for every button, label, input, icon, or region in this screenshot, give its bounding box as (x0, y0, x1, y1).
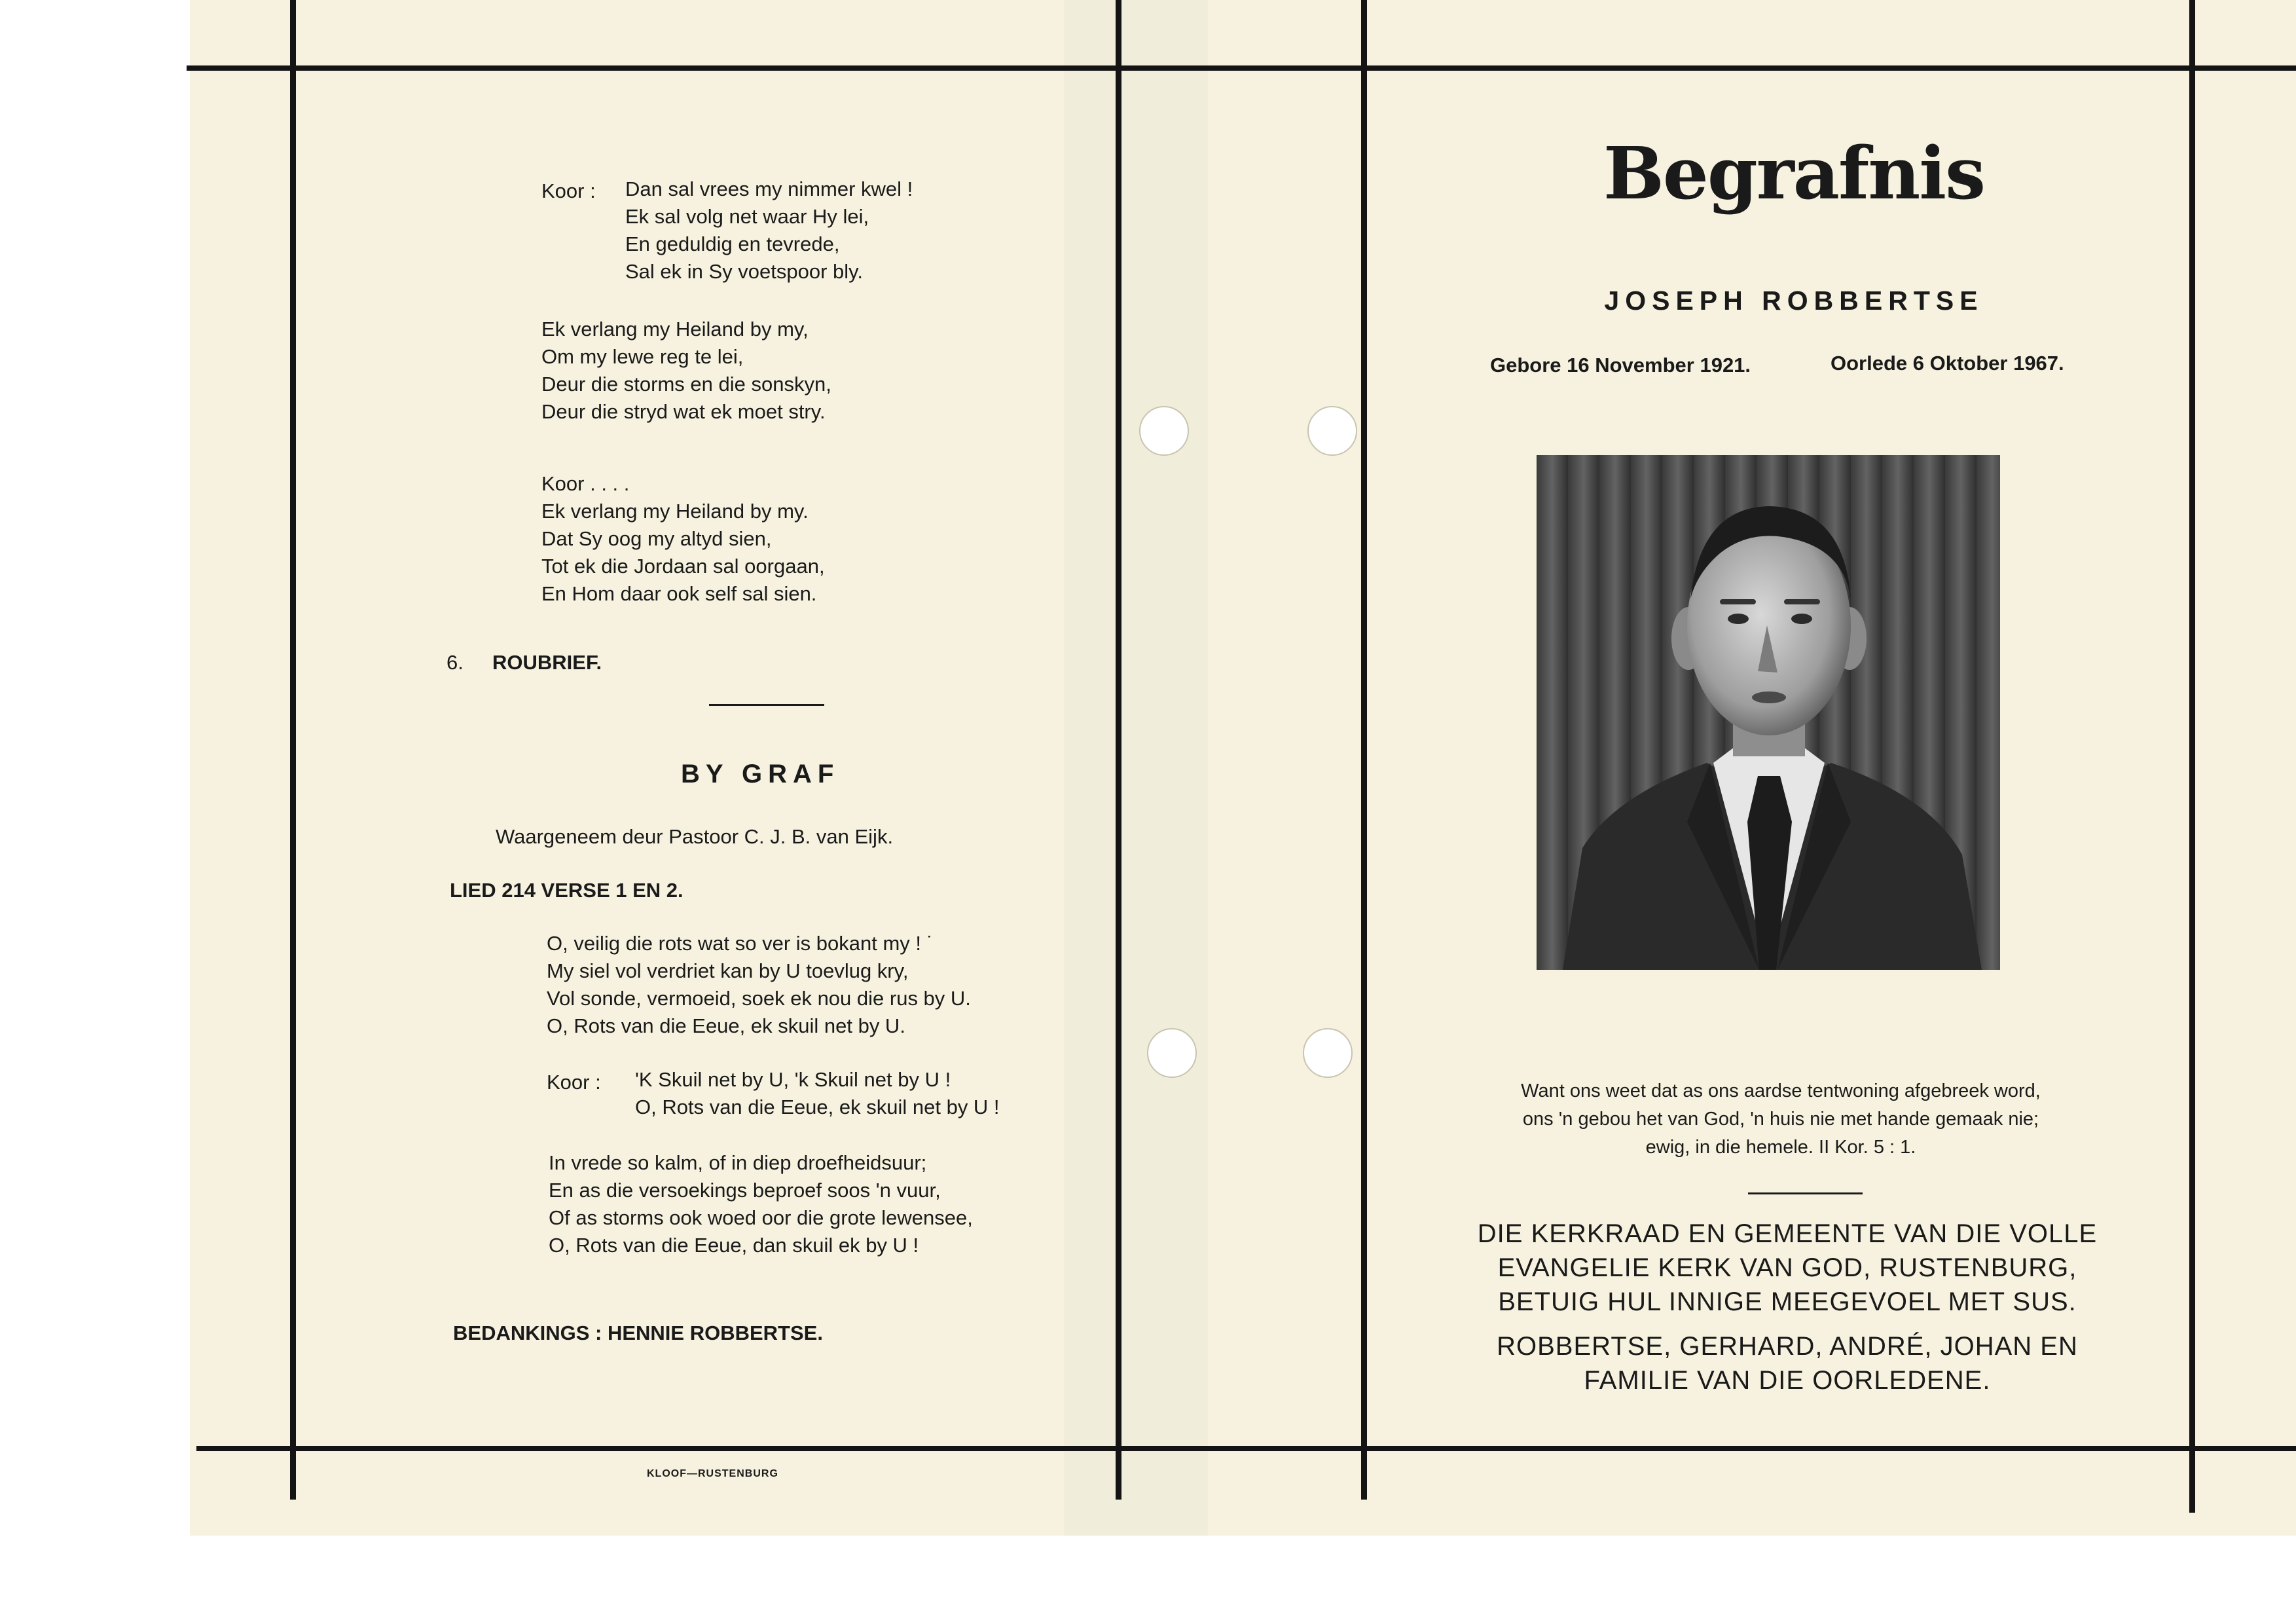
punch-hole (1303, 1028, 1353, 1078)
deceased-name: JOSEPH ROBBERTSE (1604, 286, 1984, 316)
printer-imprint: KLOOF—RUSTENBURG (647, 1468, 778, 1479)
center-fold (1064, 0, 1208, 1536)
border-right-inner (1361, 0, 1367, 1500)
border-bottom (196, 1446, 2296, 1451)
hymn-chorus-label: Koor : (547, 1071, 601, 1094)
punch-hole (1147, 1028, 1197, 1078)
punch-hole (1139, 406, 1189, 456)
death-date: Oorlede 6 Oktober 1967. (1831, 352, 2064, 375)
birth-date: Gebore 16 November 1921. (1490, 354, 1751, 377)
chorus-label: Koor : (541, 179, 596, 202)
section-divider (709, 704, 824, 706)
section-title: BY GRAF (681, 760, 840, 788)
scripture-quote: Want ons weet dat as ons aardse tentwoning afgebreek word, ons 'n gebou het van God, 'n huis nie met hande gemaak nie; ewig, in die hemele. II Kor. 5 : 1. (1521, 1080, 2041, 1158)
hymn-chorus-text: 'K Skuil net by U, 'k Skuil net by U ! O, Rots van die Eeue, ek skuil net by U ! (635, 1068, 1000, 1118)
portrait-illustration (1537, 455, 2000, 970)
item-title: ROUBRIEF. (492, 651, 602, 674)
hymn-verse-1: O, veilig die rots wat so ver is bokant my ! ˙ My siel vol verdriet kan by U toevlug kry, Vol sonde, vermoeid, soek ek nou die rus by U. O, Rots van die Eeue, ek skuil net by U. (547, 932, 971, 1037)
right-divider (1748, 1192, 1863, 1194)
thanks: BEDANKINGS : HENNIE ROBBERTSE. (453, 1321, 823, 1344)
border-right (2189, 0, 2195, 1513)
verse-heiland: Ek verlang my Heiland by my, Om my lewe reg te lei, Deur die storms en die sonskyn, Deur die stryd wat ek moet stry. (541, 318, 831, 423)
hymn-verse-2: In vrede so kalm, of in diep droefheidsuur; En as die versoekings beproef soos 'n vuur, Of as storms ook woed oor die grote lewensee, O, Rots van die Eeue, dan skuil ek by U ! (549, 1151, 973, 1257)
verse-jordaan: Koor . . . . Ek verlang my Heiland by my. Dat Sy oog my altyd sien, Tot ek die Jordaan sal oorgaan, En Hom daar ook self sal sien. (541, 472, 825, 605)
condolence-family: ROBBERTSE, GERHARD, ANDRÉ, JOHAN EN FAMILIE VAN DIE OORLEDENE. (1497, 1332, 2078, 1395)
condolence-church: DIE KERKRAAD EN GEMEENTE VAN DIE VOLLE EVANGELIE KERK VAN GOD, RUSTENBURG, BETUIG HUL INNIGE MEEGEVOEL MET SUS. (1477, 1219, 2098, 1316)
chorus-text: Dan sal vrees my nimmer kwel ! Ek sal volg net waar Hy lei, En geduldig en tevrede, Sal ek in Sy voetspoor bly. (625, 177, 913, 283)
item-number: 6. (446, 651, 464, 674)
border-top (187, 65, 2296, 71)
heading: Begrafnis (1603, 131, 1985, 215)
officiant: Waargeneem deur Pastoor C. J. B. van Eijk. (496, 825, 894, 848)
portrait-photo (1537, 455, 2000, 970)
hymn-number: LIED 214 VERSE 1 EN 2. (450, 879, 683, 902)
punch-hole (1307, 406, 1357, 456)
border-left-inner (1116, 0, 1121, 1500)
border-left (290, 0, 296, 1500)
